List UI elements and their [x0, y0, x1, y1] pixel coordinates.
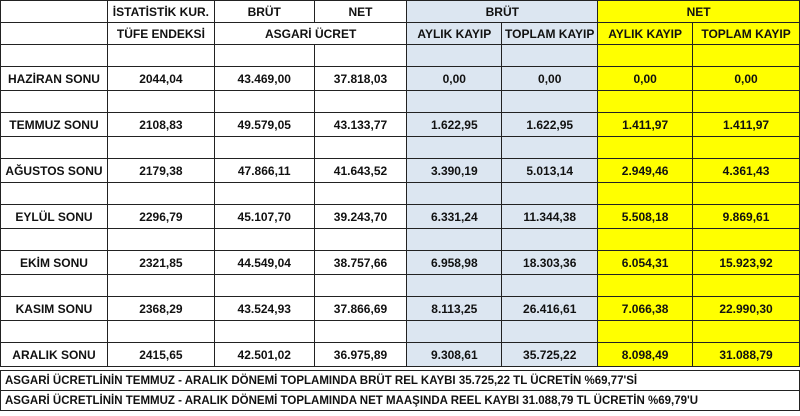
spacer-row	[1, 275, 800, 297]
net-monthly-loss-cell: 1.411,97	[598, 113, 693, 137]
table-row	[1, 67, 800, 91]
brut-wage-cell: 42.501,02	[214, 343, 314, 367]
net-monthly-loss-cell: 2.949,46	[598, 159, 693, 183]
brut-wage-cell: 49.579,05	[214, 113, 314, 137]
header-net: NET	[314, 1, 407, 23]
spacer-row	[1, 321, 800, 343]
header-row-1	[1, 1, 800, 23]
spacer-cell	[314, 183, 407, 205]
spacer-cell	[598, 275, 693, 297]
spacer-cell	[1, 91, 108, 113]
spacer-cell	[1, 229, 108, 251]
net-monthly-loss-cell: 8.098,49	[598, 343, 693, 367]
table-row	[1, 343, 800, 367]
net-wage-cell: 43.133,77	[314, 113, 407, 137]
brut-total-loss-cell: 5.013,14	[502, 159, 598, 183]
month-cell: TEMMUZ SONU	[1, 113, 108, 137]
table-row	[1, 251, 800, 275]
header-group-net: NET	[598, 1, 800, 23]
spacer-cell	[107, 229, 214, 251]
tufe-cell: 2108,83	[107, 113, 214, 137]
spacer-cell	[502, 45, 598, 67]
brut-total-loss-cell: 1.622,95	[502, 113, 598, 137]
net-monthly-loss-cell: 0,00	[598, 67, 693, 91]
spacer-cell	[107, 183, 214, 205]
spacer-cell	[314, 91, 407, 113]
spacer-row	[1, 183, 800, 205]
net-total-loss-cell: 9.869,61	[693, 205, 800, 229]
net-wage-cell: 37.818,03	[314, 67, 407, 91]
brut-monthly-loss-cell: 6.958,98	[407, 251, 502, 275]
net-wage-cell: 37.866,69	[314, 297, 407, 321]
spacer-cell	[314, 229, 407, 251]
brut-total-loss-cell: 18.303,36	[502, 251, 598, 275]
table-row	[1, 113, 800, 137]
spacer-cell	[214, 45, 314, 67]
spacer-cell	[407, 321, 502, 343]
tufe-cell: 2179,38	[107, 159, 214, 183]
footer-line-net: ASGARİ ÜCRETLİNİN TEMMUZ - ARALIK DÖNEMİ TOPLAMINDA NET MAAŞINDA REEL KAYBI 31.088,79 TL ÜCRETİN %69,79'U	[1, 391, 800, 411]
spacer-cell	[314, 137, 407, 159]
spacer-cell	[1, 275, 108, 297]
spacer-cell	[214, 229, 314, 251]
table-row	[1, 205, 800, 229]
spacer-cell	[502, 229, 598, 251]
spacer-cell	[502, 91, 598, 113]
header-brut-aylik-kayip: AYLIK KAYIP	[407, 23, 502, 45]
spacer-cell	[693, 91, 800, 113]
spacer-cell	[407, 229, 502, 251]
month-cell: EKİM SONU	[1, 251, 108, 275]
spacer-cell	[407, 275, 502, 297]
header-tufe-line1: İSTATİSTİK KUR.	[107, 1, 214, 23]
spacer-cell	[1, 45, 108, 67]
month-cell: HAZİRAN SONU	[1, 67, 108, 91]
table-body	[1, 1, 800, 367]
spacer-cell	[502, 275, 598, 297]
spacer-cell	[693, 45, 800, 67]
brut-wage-cell: 47.866,11	[214, 159, 314, 183]
net-wage-cell: 39.243,70	[314, 205, 407, 229]
spacer-cell	[407, 183, 502, 205]
spacer-cell	[407, 137, 502, 159]
header-group-brut: BRÜT	[407, 1, 598, 23]
brut-monthly-loss-cell: 1.622,95	[407, 113, 502, 137]
net-total-loss-cell: 22.990,30	[693, 297, 800, 321]
spacer-cell	[598, 229, 693, 251]
footer-line-brut: ASGARİ ÜCRETLİNİN TEMMUZ - ARALIK DÖNEMİ TOPLAMINDA BRÜT REL KAYBI 35.725,22 TL ÜCRETİN %69,77'Sİ	[1, 371, 800, 391]
spacer-cell	[107, 91, 214, 113]
spacer-cell	[107, 45, 214, 67]
brut-monthly-loss-cell: 8.113,25	[407, 297, 502, 321]
header-empty-cell	[1, 23, 108, 45]
spacer-cell	[598, 91, 693, 113]
header-net-aylik-kayip: AYLIK KAYIP	[598, 23, 693, 45]
net-wage-cell: 36.975,89	[314, 343, 407, 367]
month-cell: EYLÜL SONU	[1, 205, 108, 229]
brut-wage-cell: 45.107,70	[214, 205, 314, 229]
net-monthly-loss-cell: 6.054,31	[598, 251, 693, 275]
brut-wage-cell: 44.549,04	[214, 251, 314, 275]
net-total-loss-cell: 31.088,79	[693, 343, 800, 367]
spacer-row	[1, 229, 800, 251]
spacer-cell	[407, 45, 502, 67]
brut-monthly-loss-cell: 9.308,61	[407, 343, 502, 367]
tufe-cell: 2044,04	[107, 67, 214, 91]
spacer-cell	[314, 321, 407, 343]
net-wage-cell: 38.757,66	[314, 251, 407, 275]
tufe-cell: 2321,85	[107, 251, 214, 275]
spacer-cell	[214, 321, 314, 343]
spacer-cell	[214, 183, 314, 205]
net-monthly-loss-cell: 5.508,18	[598, 205, 693, 229]
spacer-cell	[1, 137, 108, 159]
month-cell: ARALIK SONU	[1, 343, 108, 367]
spacer-row	[1, 91, 800, 113]
spacer-cell	[502, 321, 598, 343]
tufe-cell: 2415,65	[107, 343, 214, 367]
header-net-toplam-kayip: TOPLAM KAYIP	[693, 23, 800, 45]
spacer-cell	[598, 183, 693, 205]
header-brut-toplam-kayip: TOPLAM KAYIP	[502, 23, 598, 45]
brut-monthly-loss-cell: 0,00	[407, 67, 502, 91]
spacer-cell	[693, 183, 800, 205]
spacer-row	[1, 137, 800, 159]
net-total-loss-cell: 15.923,92	[693, 251, 800, 275]
footer-summary	[0, 370, 800, 411]
spacer-cell	[107, 321, 214, 343]
net-total-loss-cell: 4.361,43	[693, 159, 800, 183]
month-cell: KASIM SONU	[1, 297, 108, 321]
month-cell: AĞUSTOS SONU	[1, 159, 108, 183]
spacer-cell	[693, 229, 800, 251]
spacer-cell	[314, 45, 407, 67]
spacer-cell	[214, 275, 314, 297]
header-empty-cell	[1, 1, 108, 23]
spacer-cell	[693, 321, 800, 343]
spacer-cell	[598, 137, 693, 159]
spacer-cell	[214, 137, 314, 159]
net-wage-cell: 41.643,52	[314, 159, 407, 183]
net-monthly-loss-cell: 7.066,38	[598, 297, 693, 321]
spacer-cell	[214, 91, 314, 113]
spacer-cell	[502, 137, 598, 159]
spacer-cell	[1, 321, 108, 343]
spacer-cell	[693, 275, 800, 297]
tufe-cell: 2296,79	[107, 205, 214, 229]
spacer-cell	[598, 45, 693, 67]
tufe-cell: 2368,29	[107, 297, 214, 321]
net-total-loss-cell: 0,00	[693, 67, 800, 91]
brut-total-loss-cell: 26.416,61	[502, 297, 598, 321]
brut-monthly-loss-cell: 6.331,24	[407, 205, 502, 229]
net-total-loss-cell: 1.411,97	[693, 113, 800, 137]
brut-total-loss-cell: 11.344,38	[502, 205, 598, 229]
header-row-2	[1, 23, 800, 45]
brut-total-loss-cell: 35.725,22	[502, 343, 598, 367]
spacer-cell	[598, 321, 693, 343]
spacer-cell	[407, 91, 502, 113]
spacer-cell	[502, 183, 598, 205]
header-brut: BRÜT	[214, 1, 314, 23]
spacer-row	[1, 45, 800, 67]
brut-wage-cell: 43.524,93	[214, 297, 314, 321]
table-row	[1, 297, 800, 321]
brut-wage-cell: 43.469,00	[214, 67, 314, 91]
table-row	[1, 159, 800, 183]
header-tufe-line2: TÜFE ENDEKSİ	[107, 23, 214, 45]
spacer-cell	[314, 275, 407, 297]
spacer-cell	[1, 183, 108, 205]
brut-total-loss-cell: 0,00	[502, 67, 598, 91]
spacer-cell	[107, 137, 214, 159]
brut-monthly-loss-cell: 3.390,19	[407, 159, 502, 183]
spacer-cell	[693, 137, 800, 159]
spacer-cell	[107, 275, 214, 297]
header-asgari-ucret: ASGARİ ÜCRET	[214, 23, 406, 45]
